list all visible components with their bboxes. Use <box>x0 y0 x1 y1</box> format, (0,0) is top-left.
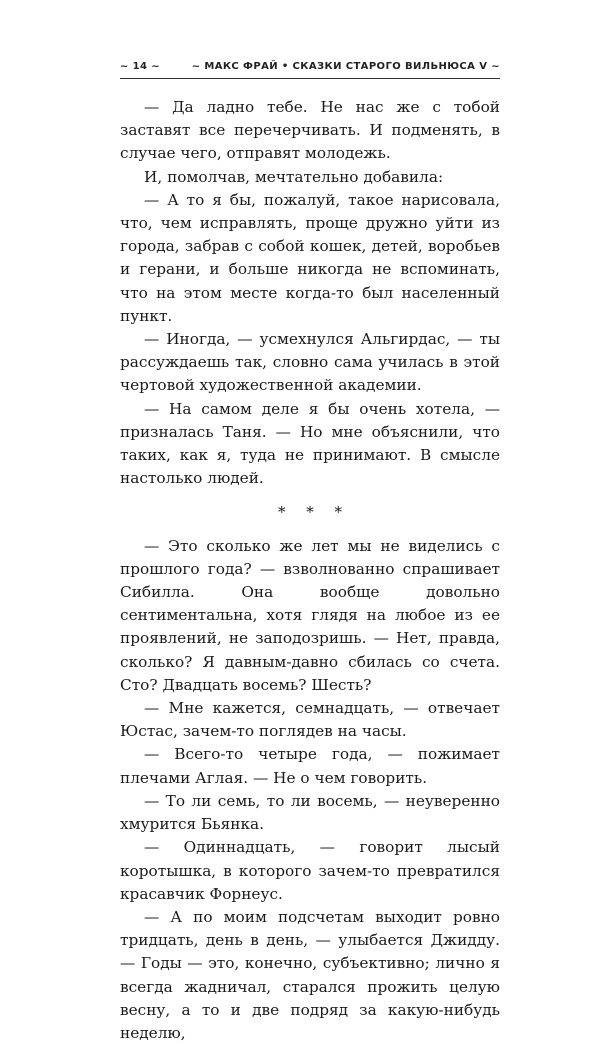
header-rule <box>120 78 500 79</box>
paragraph: И, помолчав, мечтательно добавила: <box>144 167 444 186</box>
section-separator: * * * <box>277 503 351 522</box>
paragraph: — А то я бы, пожалуй, такое нарисовала, что, чем исправлять, проще дружно уйти из города, забрав с собой кошек, детей, воробьев и герани, и больше никогда не вспоминать, что на этом месте когда-то был населенный пункт. <box>120 190 500 325</box>
paragraph: — Да ладно тебе. Не нас же с тобой заставят все перечерчивать. И подменять, в случае чего, отправят молодежь. <box>120 98 500 163</box>
paragraph: — Всего-то четыре года, — пожимает плечами Аглая. — Не о чем говорить. <box>120 745 500 787</box>
body-text <box>120 96 500 1045</box>
paragraph: — А по моим подсчетам выходит ровно тридцать, день в день, — улыбается Джидду. — Годы — это, конечно, субъективно; лично я всегда жадничал, старался прожить целую весну, а то и две подряд за какую-нибудь неделю, <box>120 907 500 1042</box>
paragraph: — На самом деле я бы очень хотела, — призналась Таня. — Но мне объяснили, что таких, как я, туда не принимают. В смысле настолько людей. <box>120 399 500 488</box>
paragraph: — Иногда, — усмехнулся Альгирдас, — ты рассуждаешь так, словно сама училась в этой чертовой художественной академии. <box>120 330 500 395</box>
paragraph: — То ли семь, то ли восемь, — неуверенно хмурится Бьянка. <box>120 791 500 834</box>
paragraph: — Это сколько же лет мы не виделись с прошлого года? — взволнованно спрашивает Сибилла. Она вообще довольно сентиментальна, хотя глядя на любое из ее проявлений, не заподозришь. — Нет, правда, сколько? Я давным-давно сбилась со счета. Сто? Двадцать восемь? Шесть? <box>120 536 500 694</box>
page-number: ~ 14 ~ <box>120 61 161 72</box>
paragraph: — Одиннадцать, — говорит лысый коротышка, в которого зачем-то превратился красавчик Форнеус. <box>120 838 500 903</box>
paragraph: — Мне кажется, семнадцать, — отвечает Юстас, зачем-то поглядев на часы. <box>120 699 500 741</box>
running-title: ~ МАКС ФРАЙ • СКАЗКИ СТАРОГО ВИЛЬНЮСА V ~ <box>191 61 500 72</box>
running-head <box>120 61 500 75</box>
